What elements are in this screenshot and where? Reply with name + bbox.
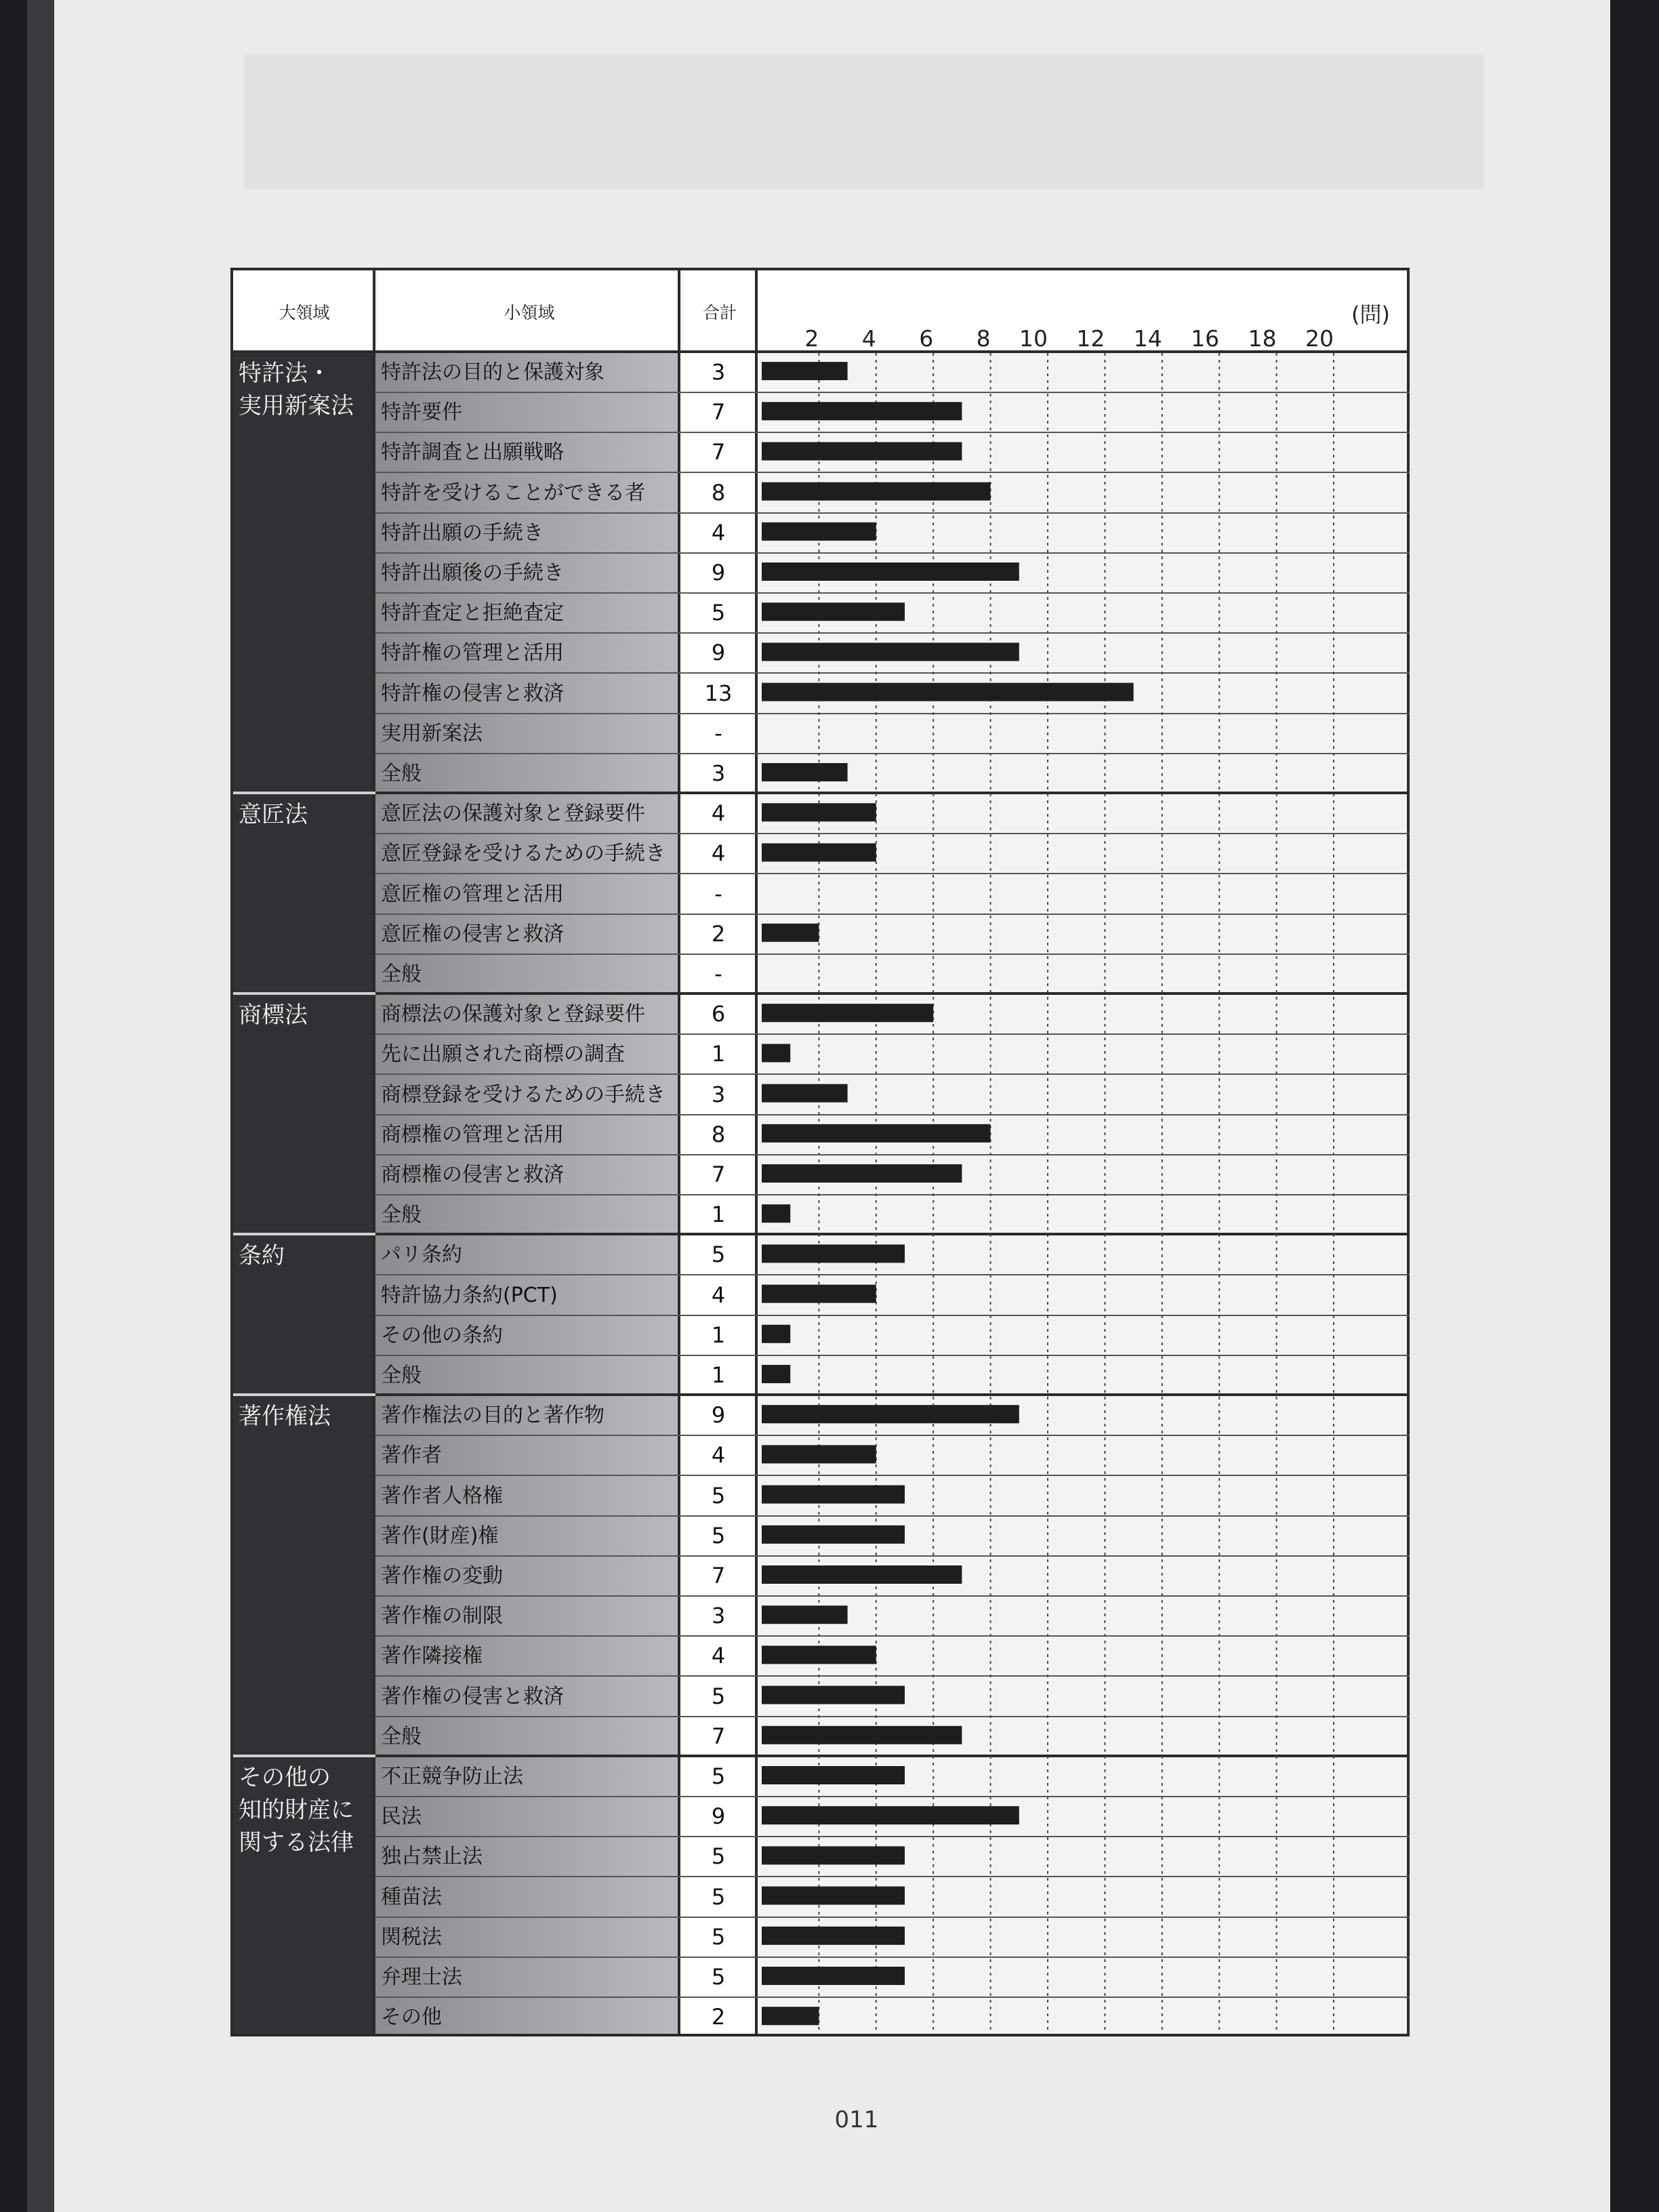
bar-chart (758, 270, 1407, 2034)
bar (762, 1445, 876, 1463)
major-divider (233, 1755, 375, 1757)
bar (762, 1365, 790, 1383)
minor-category-label: 特許出願後の手続き (381, 561, 564, 585)
bar (762, 1927, 905, 1945)
total-count: 1 (711, 1202, 726, 1228)
bar (762, 642, 1019, 661)
total-count: 5 (711, 1964, 726, 1990)
minor-category-label: パリ条約 (381, 1243, 462, 1267)
bar (762, 1887, 905, 1905)
minor-category-label: 特許を受けることができる者 (381, 480, 645, 505)
total-count: - (714, 880, 722, 907)
total-count: 1 (711, 1041, 726, 1067)
bar (762, 602, 905, 621)
total-count: 4 (711, 1442, 726, 1469)
total-count: 9 (711, 560, 726, 586)
bar (762, 442, 962, 460)
minor-category-label: 特許出願の手続き (381, 520, 544, 545)
minor-category-label: 商標登録を受けるための手続き (381, 1082, 665, 1107)
minor-category-label: 全般 (381, 1364, 422, 1387)
bar (762, 1044, 790, 1062)
major-category: 条約 (239, 1242, 285, 1270)
bar (762, 1645, 876, 1664)
minor-category-label: 意匠権の侵害と救済 (381, 922, 564, 946)
x-tick-label: 10 (1019, 325, 1048, 352)
x-axis-ticks (804, 325, 1334, 352)
unit-label: (問) (1351, 302, 1390, 327)
chart-bars (762, 362, 1134, 2025)
bar (762, 1806, 1019, 1824)
bar (762, 1204, 790, 1223)
total-count: 7 (711, 1162, 726, 1187)
total-count: - (714, 720, 722, 746)
bar (762, 763, 848, 781)
major-divider (233, 792, 375, 794)
minor-category-label: 著作権の侵害と救済 (381, 1684, 564, 1708)
total-count: 5 (711, 1522, 726, 1549)
minor-category-label: 特許要件 (381, 401, 462, 425)
total-count: 3 (711, 1081, 726, 1107)
minor-category-label: 商標法の保護対象と登録要件 (381, 1002, 645, 1027)
minor-category-label: その他の条約 (381, 1323, 503, 1347)
total-count: 7 (711, 399, 726, 426)
bar (762, 1686, 905, 1704)
question-count-table (230, 268, 1410, 2036)
total-count: 5 (711, 1883, 726, 1910)
x-tick-label: 8 (976, 325, 991, 352)
minor-category-label: 著作者人格権 (381, 1483, 503, 1508)
total-count: 4 (711, 519, 726, 546)
x-tick-label: 2 (804, 325, 819, 352)
major-divider (233, 1233, 375, 1235)
total-count: 13 (704, 680, 733, 706)
total-count: 9 (711, 1803, 726, 1830)
minor-category-label: 独占禁止法 (381, 1845, 483, 1869)
bar (762, 1124, 991, 1143)
total-count: - (714, 961, 722, 987)
minor-category-label: 特許法の目的と保護対象 (381, 361, 605, 384)
total-count: 5 (711, 1763, 726, 1789)
bar (762, 1285, 876, 1303)
total-count: 7 (711, 1723, 726, 1749)
minor-category-label: 商標権の侵害と救済 (381, 1163, 564, 1187)
total-count: 8 (711, 479, 726, 506)
minor-category-label: 特許査定と拒絶査定 (381, 601, 564, 626)
total-count: 1 (711, 1322, 726, 1348)
minor-category-label: その他 (381, 2005, 442, 2030)
minor-category-label: 商標権の管理と活用 (381, 1122, 564, 1147)
bar (762, 1565, 962, 1584)
total-count: 4 (711, 1643, 726, 1669)
minor-category-label: 特許権の侵害と救済 (381, 681, 564, 705)
minor-category-label: 実用新案法 (381, 721, 483, 745)
minor-category-label: 著作(財産)権 (381, 1523, 499, 1548)
total-count: 7 (711, 439, 726, 466)
total-count: 5 (711, 1683, 726, 1709)
bar (762, 924, 819, 942)
total-count: 1 (711, 1362, 726, 1388)
minor-category-label: 弁理士法 (381, 1965, 462, 1989)
minor-category-label: 民法 (381, 1805, 422, 1829)
minor-category-label: 先に出願された商標の調査 (381, 1042, 625, 1067)
total-count: 3 (711, 359, 726, 385)
minor-category-label: 特許調査と出願戦略 (381, 441, 564, 465)
major-category: 著作権法 (239, 1403, 331, 1431)
bar (762, 1525, 905, 1544)
bar (762, 1486, 905, 1504)
x-tick-label: 12 (1076, 325, 1105, 352)
bar (762, 1004, 933, 1022)
minor-category-label: 著作権の変動 (381, 1564, 503, 1588)
major-category: 商標法 (239, 1002, 308, 1029)
total-count: 9 (711, 640, 726, 666)
header-minor: 小領域 (378, 270, 680, 353)
bar (762, 1325, 790, 1343)
bar (762, 1726, 962, 1744)
bar (762, 1766, 905, 1784)
x-tick-label: 18 (1248, 325, 1277, 352)
minor-category-label: 種苗法 (381, 1885, 442, 1909)
major-category: 意匠法 (239, 801, 308, 829)
minor-category-label: 全般 (381, 1724, 422, 1748)
bar (762, 362, 848, 380)
bar (762, 1405, 1019, 1423)
x-tick-label: 4 (861, 325, 876, 352)
minor-category-label: 全般 (381, 962, 422, 986)
bar (762, 1846, 905, 1864)
bar (762, 1164, 962, 1183)
bar (762, 1084, 848, 1103)
total-count: 4 (711, 840, 726, 867)
total-count: 7 (711, 1563, 726, 1589)
x-tick-label: 14 (1133, 325, 1162, 352)
bar (762, 683, 1134, 701)
bar (762, 402, 962, 420)
major-category: 特許法・ 実用新案法 (239, 360, 354, 419)
minor-category-label: 著作者 (381, 1443, 442, 1468)
major-divider (233, 1393, 375, 1396)
total-count: 8 (711, 1121, 726, 1147)
minor-category-label: 意匠法の保護対象と登録要件 (381, 802, 645, 826)
bar (762, 2007, 819, 2025)
total-count: 5 (711, 1482, 726, 1509)
bar (762, 1244, 905, 1263)
page-spine (27, 0, 54, 2212)
x-tick-label: 6 (919, 325, 934, 352)
total-count: 9 (711, 1402, 726, 1429)
header-major: 大領域 (233, 270, 375, 353)
bar (762, 483, 991, 501)
total-count: 2 (711, 920, 726, 947)
faded-banner (244, 54, 1484, 190)
total-count: 3 (711, 1603, 726, 1629)
total-count: 5 (711, 1242, 726, 1268)
minor-category-label: 特許権の管理と活用 (381, 641, 564, 665)
total-count: 5 (711, 1843, 726, 1870)
minor-category-label: 特許協力条約(PCT) (381, 1283, 558, 1307)
minor-category-label: 関税法 (381, 1925, 442, 1949)
bar (762, 1605, 848, 1624)
x-tick-label: 20 (1305, 325, 1334, 352)
total-count: 2 (711, 2004, 726, 2030)
total-count: 3 (711, 760, 726, 786)
bar (762, 843, 876, 861)
book-page (27, 0, 1610, 2212)
minor-category-label: 著作権の制限 (381, 1604, 503, 1629)
total-count: 5 (711, 600, 726, 626)
bar (762, 803, 876, 821)
x-tick-label: 16 (1191, 325, 1220, 352)
major-category: その他の 知的財産に 関する法律 (239, 1764, 354, 1856)
minor-category-label: 不正競争防止法 (381, 1765, 523, 1788)
total-count: 4 (711, 800, 726, 827)
minor-category-label: 意匠登録を受けるための手続き (381, 842, 665, 866)
total-count: 4 (711, 1282, 726, 1308)
total-count: 6 (711, 1001, 726, 1027)
page-number: 011 (834, 2106, 879, 2133)
minor-category-label: 全般 (381, 762, 422, 785)
total-count: 5 (711, 1923, 726, 1950)
major-divider (233, 992, 375, 995)
minor-category-label: 全般 (381, 1203, 422, 1227)
bar (762, 523, 876, 541)
bar (762, 1967, 905, 1985)
minor-category-label: 著作権法の目的と著作物 (381, 1404, 605, 1428)
header-total: 合計 (683, 270, 756, 353)
minor-category-label: 著作隣接権 (381, 1644, 483, 1668)
minor-category-label: 意匠権の管理と活用 (381, 882, 564, 906)
bar (762, 562, 1019, 581)
